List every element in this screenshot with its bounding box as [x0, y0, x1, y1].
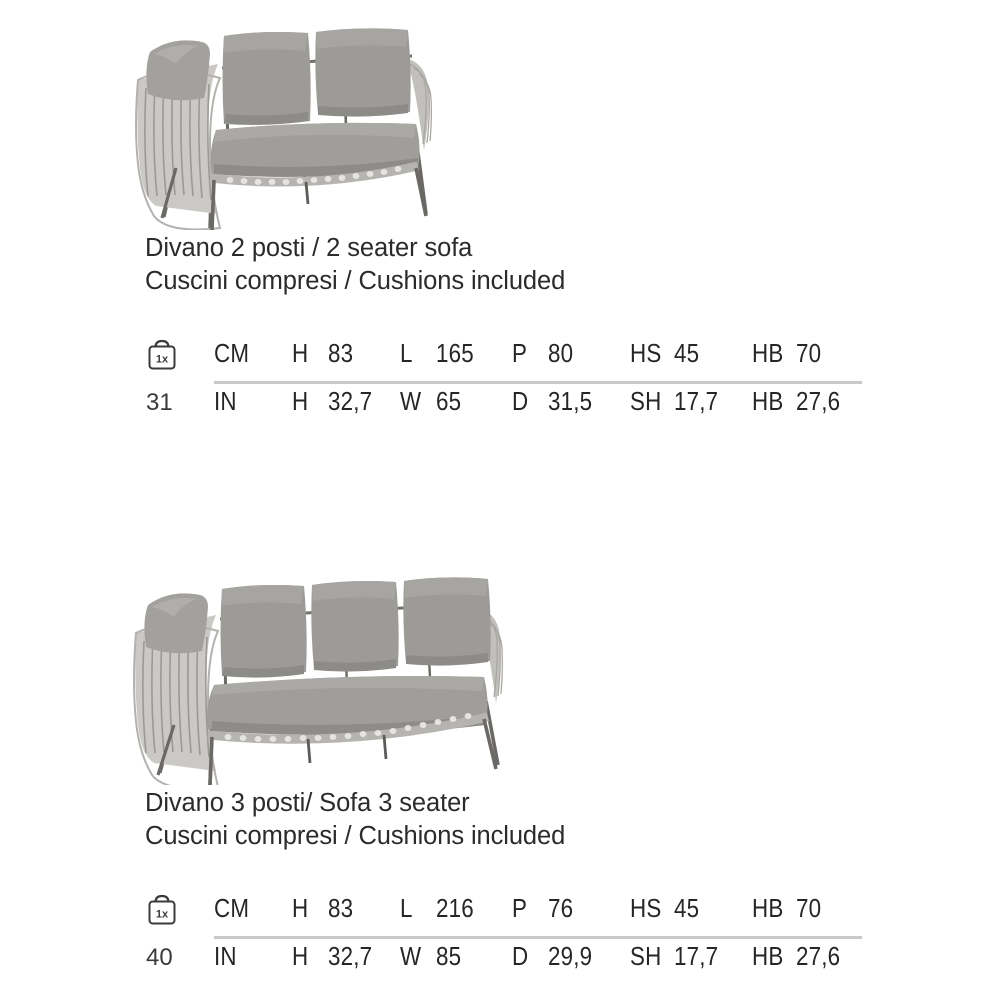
dimensions-table: [145, 338, 885, 430]
dimension-cell-seat-height-cm: [630, 338, 752, 369]
product-block-2-seater: [0, 0, 1000, 430]
dimension-value: 70: [796, 893, 822, 923]
dimension-value: 17,7: [674, 941, 719, 971]
dimension-value: 17,7: [674, 386, 719, 416]
dimension-cell-height-in: [292, 941, 400, 972]
dimension-cell-depth-cm: [512, 893, 630, 924]
dimension-row-cm: [214, 338, 864, 378]
package-box-icon: [145, 338, 179, 378]
dimension-key: D: [512, 941, 529, 971]
dimension-cell-depth-cm: [512, 338, 630, 369]
product-photo-container: [0, 0, 1000, 230]
dimension-row-cm: [214, 893, 864, 933]
package-quantity-label: 1x: [155, 353, 169, 366]
dimension-value: 165: [436, 338, 474, 368]
dimension-value: 32,7: [328, 941, 373, 971]
dimension-key: HS: [630, 338, 662, 368]
product-title: Divano 2 posti / 2 seater sofa: [145, 234, 473, 262]
dimension-key: H: [292, 338, 309, 368]
dimension-key: P: [512, 338, 528, 368]
package-weight: 40: [146, 944, 173, 971]
dimension-key: W: [400, 386, 422, 416]
dimension-cell-seat-height-in: [630, 941, 752, 972]
dimension-value: 76: [548, 893, 574, 923]
dimension-key: HB: [752, 386, 784, 416]
dimension-key: W: [400, 941, 422, 971]
dimension-cell-width-in: [400, 386, 512, 417]
product-caption: [145, 232, 1000, 298]
dimension-value: 32,7: [328, 386, 373, 416]
dimension-value: 45: [674, 338, 700, 368]
product-photo-container: [0, 555, 1000, 785]
dimension-key: P: [512, 893, 528, 923]
dimension-value: 45: [674, 893, 700, 923]
dimension-key: SH: [630, 941, 662, 971]
dimension-key: H: [292, 893, 309, 923]
product-subtitle: Cuscini compresi / Cushions included: [145, 267, 566, 295]
dimension-key: HB: [752, 338, 784, 368]
product-subtitle: Cuscini compresi / Cushions included: [145, 822, 566, 850]
dimension-value: 83: [328, 338, 354, 368]
dimension-value: 27,6: [796, 386, 841, 416]
dimension-key: L: [400, 893, 413, 923]
dimension-cell-back-height-in: [752, 386, 862, 417]
dimension-cell-depth-in: [512, 941, 630, 972]
dimension-value: 83: [328, 893, 354, 923]
sofa-3-seater-photo: [130, 573, 530, 785]
package-quantity-label: 1x: [155, 908, 169, 921]
dimension-value: 65: [436, 386, 462, 416]
dimension-key: SH: [630, 386, 662, 416]
package-box-icon: [145, 893, 179, 933]
sofa-2-seater-photo: [130, 18, 460, 230]
package-info: [145, 893, 207, 970]
dimension-key: H: [292, 386, 309, 416]
dimension-key: H: [292, 941, 309, 971]
package-info: [145, 338, 207, 415]
dimension-cell-length-cm: [400, 338, 512, 369]
unit-label-cm: CM: [214, 338, 250, 368]
dimension-cell-length-cm: [400, 893, 512, 924]
unit-label-cm: CM: [214, 893, 250, 923]
dimension-cell-width-in: [400, 941, 512, 972]
dimension-cell-back-height-in: [752, 941, 862, 972]
dimensions-table: [145, 893, 885, 985]
dimension-key: HS: [630, 893, 662, 923]
sofa-illustration: [130, 573, 530, 785]
unit-label-in: IN: [214, 386, 237, 416]
dimension-cell-height-cm: [292, 893, 400, 924]
dimension-cell-back-height-cm: [752, 338, 862, 369]
dimension-value: 31,5: [548, 386, 593, 416]
sofa-illustration: [130, 18, 460, 230]
dimension-cell-depth-in: [512, 386, 630, 417]
dimension-key: HB: [752, 941, 784, 971]
table-separator-rule: [214, 381, 862, 384]
dimension-key: D: [512, 386, 529, 416]
dimension-value: 29,9: [548, 941, 593, 971]
product-block-3-seater: [0, 555, 1000, 985]
dimension-value: 80: [548, 338, 574, 368]
product-title: Divano 3 posti/ Sofa 3 seater: [145, 789, 470, 817]
dimension-value: 70: [796, 338, 822, 368]
dimension-value: 216: [436, 893, 474, 923]
product-caption: [145, 787, 1000, 853]
dimension-cell-back-height-cm: [752, 893, 862, 924]
dimension-value: 27,6: [796, 941, 841, 971]
dimension-cell-height-in: [292, 386, 400, 417]
dimension-cell-height-cm: [292, 338, 400, 369]
dimension-row-in: [214, 933, 864, 979]
dimension-cell-seat-height-in: [630, 386, 752, 417]
dimension-row-in: [214, 378, 864, 424]
dimension-key: L: [400, 338, 413, 368]
dimension-key: HB: [752, 893, 784, 923]
package-weight: 31: [146, 389, 173, 416]
dimension-value: 85: [436, 941, 462, 971]
dimension-cell-seat-height-cm: [630, 893, 752, 924]
table-separator-rule: [214, 936, 862, 939]
unit-label-in: IN: [214, 941, 237, 971]
